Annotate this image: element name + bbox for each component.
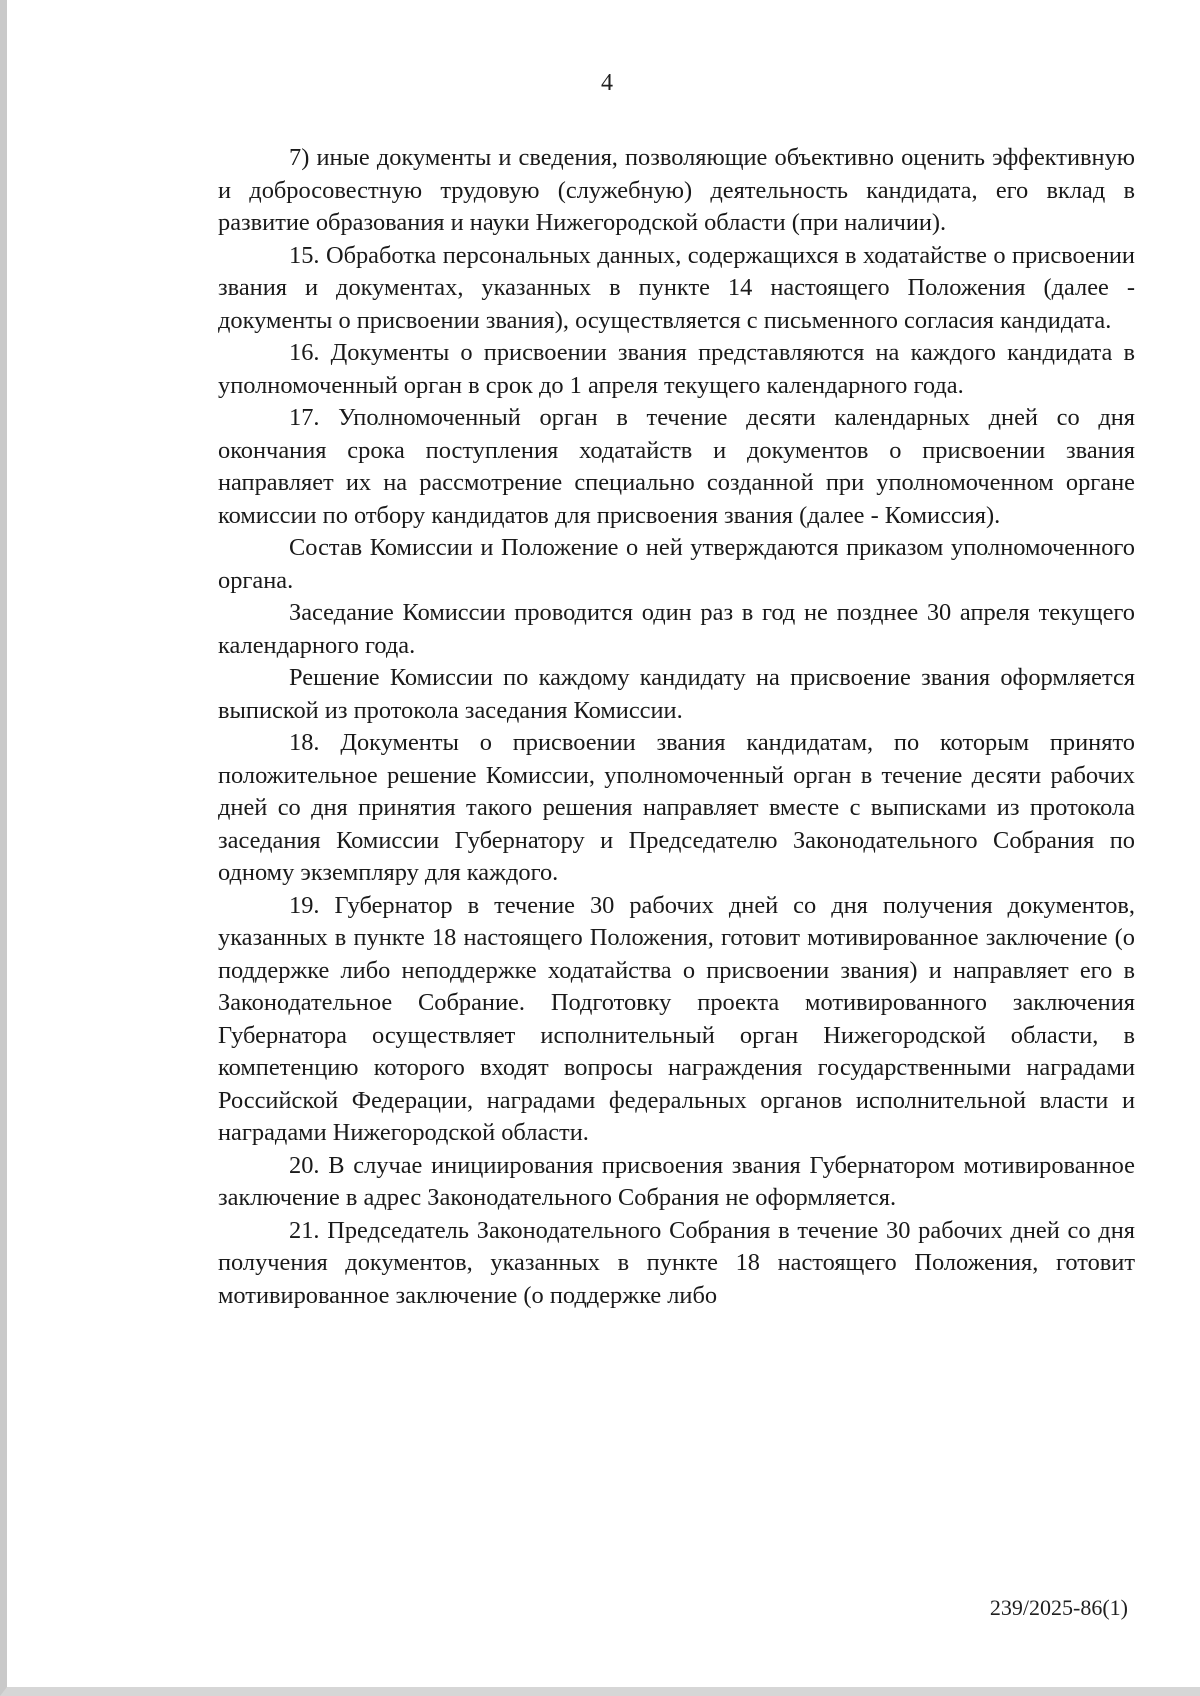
paragraph-clause-20: 20. В случае инициирования присвоения звания Губернатором мотивированное заключение в адрес Законодательного Собрания не оформляется. [218, 1151, 1135, 1211]
document-registration-code: 239/2025-86(1) [989, 1595, 1128, 1620]
paragraph-clause-17: 17. Уполномоченный орган в течение десяти календарных дней со дня окончания срока поступления ходатайств и документов о присвоении звания направляет их на рассмотрение специально созданной при уполномоченном органе комиссии по отбору кандидатов для присвоения звания (далее - Комиссия). [218, 404, 1135, 529]
paragraph-clause-16: 16. Документы о присвоении звания представляются на каждого кандидата в уполномоченный орган в срок до 1 апреля текущего календарного года. [218, 339, 1135, 399]
paragraph-commission-composition: Состав Комиссии и Положение о ней утверждаются приказом уполномоченного органа. [218, 534, 1135, 594]
paragraph-item-7: 7) иные документы и сведения, позволяющие объективно оценить эффективную и добросовестную трудовую (служебную) деятельность кандидата, его вклад в развитие образования и науки Нижегородской области (при наличии). [218, 144, 1135, 236]
paragraph-commission-decision: Решение Комиссии по каждому кандидату на присвоение звания оформляется выпиской из протокола заседания Комиссии. [218, 664, 1135, 724]
page-number: 4 [601, 70, 613, 96]
document-body [218, 142, 1135, 1312]
paragraph-clause-21: 21. Председатель Законодательного Собрания в течение 30 рабочих дней со дня получения документов, указанных в пункте 18 настоящего Положения, готовит мотивированное заключение (о поддержке либо [218, 1216, 1135, 1309]
paragraph-commission-meeting: Заседание Комиссии проводится один раз в год не позднее 30 апреля текущего календарного года. [218, 599, 1135, 659]
paragraph-clause-19: 19. Губернатор в течение 30 рабочих дней со дня получения документов, указанных в пункте 18 настоящего Положения, готовит мотивированное заключение (о поддержке либо неподдержке ходатайства о присвоении звания) и направляет его в Законодательное Собрание. Подготовку проекта мотивированного заключения Губернатора осуществляет исполнительный орган Нижегородской области, в компетенцию которого входят вопросы награждения государственными наградами Российской Федерации, наградами федеральных органов исполнительной власти и наградами Нижегородской области. [218, 891, 1135, 1146]
paragraph-clause-18: 18. Документы о присвоении звания кандидатам, по которым принято положительное решение Комиссии, уполномоченный орган в течение десяти рабочих дней со дня принятия такого решения направляет вместе с выписками из протокола заседания Комиссии Губернатору и Председателю Законодательного Собрания по одному экземпляру для каждого. [218, 729, 1135, 886]
paragraph-clause-15: 15. Обработка персональных данных, содержащихся в ходатайстве о присвоении звания и документах, указанных в пункте 14 настоящего Положения (далее - документы о присвоении звания), осуществляется с письменного согласия кандидата. [218, 241, 1135, 334]
